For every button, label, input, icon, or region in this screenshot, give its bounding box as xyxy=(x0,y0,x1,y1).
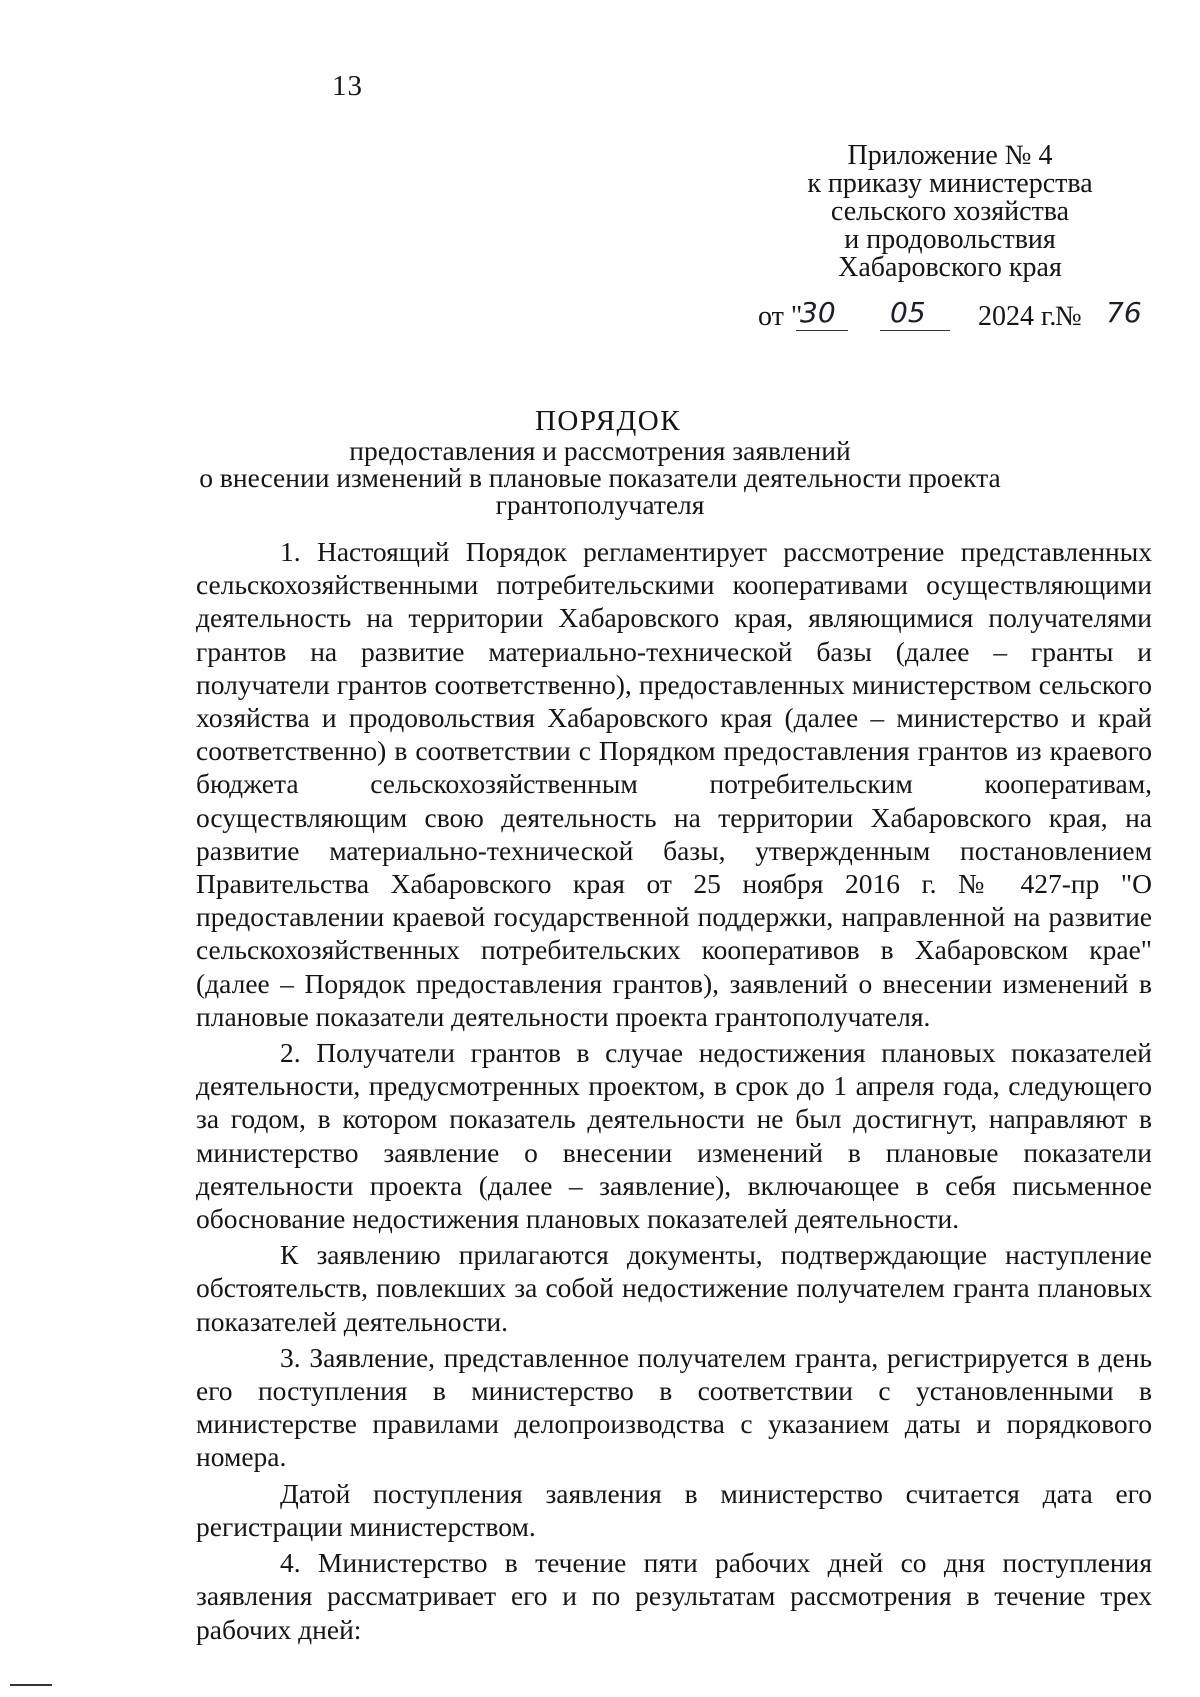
paragraph-3: 3. Заявление, представленное получателем гранта, регистрируется в день его поступления в министерство в соответствии с установленными в министерстве правилами делопроизводства с указанием даты и порядкового номера. xyxy=(196,1341,1152,1473)
order-date-prefix: от " xyxy=(758,301,803,332)
subtitle-line-3: грантополучателя xyxy=(495,489,705,520)
subtitle-line-1: предоставления и рассмотрения заявлений xyxy=(349,435,851,466)
handwritten-day: 30 xyxy=(800,296,836,329)
handwritten-order-number: 76 xyxy=(1106,296,1142,329)
appendix-line-4: и продовольствия xyxy=(844,224,1056,255)
page-number: 13 xyxy=(332,70,363,102)
document-body xyxy=(196,535,1152,1646)
appendix-header xyxy=(780,142,1120,282)
document-subtitle xyxy=(0,437,1200,518)
appendix-line-2: к приказу министерства xyxy=(807,168,1093,199)
margin-scan-mark xyxy=(10,1684,52,1686)
document-title-block xyxy=(0,405,1200,518)
handwritten-month: 05 xyxy=(890,296,926,329)
paragraph-1: 1. Настоящий Порядок регламентирует рассмотрение представленных сельскохозяйственными потребительскими кооперативами осуществляющими деятельность на территории Хабаровского края, являющимися получателями грантов на развитие материально-технической базы (далее – гранты и получатели грантов соответственно), предоставленных министерством сельского хозяйства и продовольствия Хабаровского края (далее – министерство и край соответственно) в соответствии с Порядком предоставления грантов из краевого бюджета сельскохозяйственным потребительским кооперативам, осуществляющим свою деятельность на территории Хабаровского края, на развитие материально-технической базы, утвержденным постановлением Правительства Хабаровского края от 25 ноября 2016 г. № 427-пр "О предоставлении краевой государственной поддержки, направленной на развитие сельскохозяйственных потребительских кооперативов в Хабаровском крае" (далее – Порядок предоставления грантов), заявлений о внесении изменений в плановые показатели деятельности проекта грантополучателя. xyxy=(196,536,1152,1032)
order-number-sign: № xyxy=(1055,301,1082,332)
paragraph-4: 4. Министерство в течение пяти рабочих дней со дня поступления заявления рассматривает его и по результатам рассмотрения в течение трех рабочих дней: xyxy=(196,1547,1152,1645)
appendix-line-3: сельского хозяйства xyxy=(830,196,1070,227)
appendix-line-1: Приложение № 4 xyxy=(847,140,1053,171)
document-title: ПОРЯДОК xyxy=(534,405,682,437)
paragraph-2: 2. Получатели грантов в случае недостижения плановых показателей деятельности, предусмотренных проектом, в срок до 1 апреля года, следующего за годом, в котором показатель деятельности не был достигнут, направляют в министерство заявление о внесении изменений в плановые показатели деятельности проекта (далее – заявление), включающее в себя письменное обоснование недостижения плановых показателей деятельности. xyxy=(196,1037,1152,1235)
month-underline xyxy=(880,330,950,331)
appendix-line-5: Хабаровского края xyxy=(838,252,1062,283)
paragraph-2-attachments: К заявлению прилагаются документы, подтверждающие наступление обстоятельств, повлекших за собой недостижение получателем гранта плановых показателей деятельности. xyxy=(196,1239,1152,1337)
paragraph-3-date: Датой поступления заявления в министерство считается дата его регистрации министерством. xyxy=(196,1477,1152,1542)
subtitle-line-2: о внесении изменений в плановые показатели деятельности проекта xyxy=(199,462,1001,493)
day-underline xyxy=(796,330,848,331)
order-year: 2024 г. xyxy=(978,301,1057,332)
